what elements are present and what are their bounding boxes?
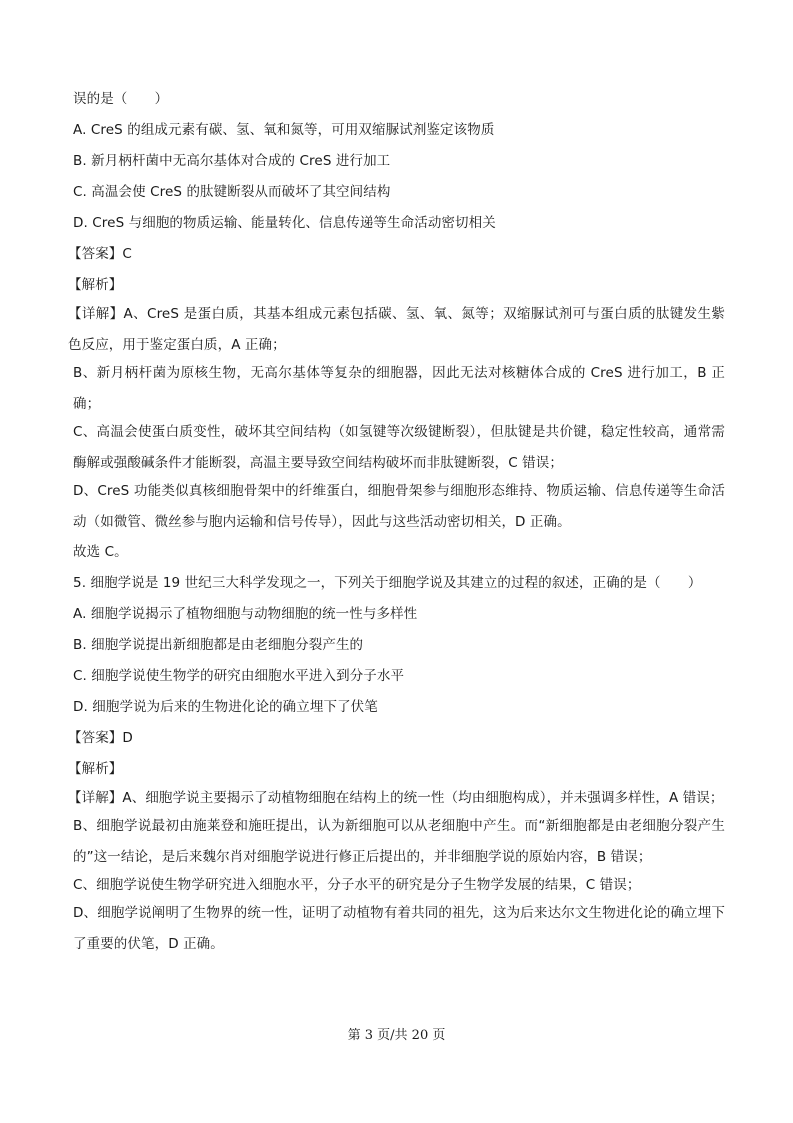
option-c: C. 高温会使 CreS 的肽键断裂从而破坏了其空间结构 [73, 184, 391, 200]
detail-paragraph: D、细胞学说阐明了生物界的统一性，证明了动植物有着共同的祖先，这为后来达尔文生物进化论的确立埋下了重要的伏笔，D 正确。 [73, 905, 725, 952]
option-b: B. 新月柄杆菌中无高尔基体对合成的 CreS 进行加工 [73, 153, 391, 169]
conclusion: 故选 C。 [73, 544, 128, 560]
detail-paragraph: 【详解】A、CreS 是蛋白质，其基本组成元素包括碳、氢、氧、氮等；双缩脲试剂可与蛋白质的肽键发生紫色反应，用于鉴定蛋白质，A 正确； [68, 306, 725, 353]
option-b: B. 细胞学说提出新细胞都是由老细胞分裂产生的 [73, 637, 364, 653]
detail-paragraph: C、细胞学说使生物学研究进入细胞水平，分子水平的研究是分子生物学发展的结果，C 错误； [73, 877, 641, 893]
option-c: C. 细胞学说使生物学的研究由细胞水平进入到分子水平 [73, 668, 405, 684]
page-content [68, 90, 725, 965]
detail-paragraph: B、细胞学说最初由施莱登和施旺提出，认为新细胞可以从老细胞中产生。而“新细胞都是由老细胞分裂产生的”这一结论，是后来魏尔肖对细胞学说进行修正后提出的，并非细胞学说的原始内容，B 错误； [73, 818, 725, 865]
detail-paragraph: C、高温会使蛋白质变性，破坏其空间结构（如氢键等次级键断裂），但肽键是共价键，稳定性较高，通常需酶解或强酸碱条件才能断裂，高温主要导致空间结构破坏而非肽键断裂，C 错误； [73, 424, 725, 471]
option-a: A. 细胞学说揭示了植物细胞与动物细胞的统一性与多样性 [73, 606, 418, 622]
detail-paragraph: B、新月柄杆菌为原核生物，无高尔基体等复杂的细胞器，因此无法对核糖体合成的 CreS 进行加工，B 正确； [73, 365, 725, 412]
option-a: A. CreS 的组成元素有碳、氢、氧和氮等，可用双缩脲试剂鉴定该物质 [73, 122, 495, 138]
answer-label: 【答案】D [68, 730, 133, 746]
detail-paragraph: D、CreS 功能类似真核细胞骨架中的纤维蛋白，细胞骨架参与细胞形态维持、物质运输、信息传递等生命活动（如微管、微丝参与胞内运输和信号传导），因此与这些活动密切相关，D 正确。 [73, 483, 725, 530]
analysis-label: 【解析】 [68, 277, 123, 293]
option-d: D. CreS 与细胞的物质运输、能量转化、信息传递等生命活动密切相关 [73, 215, 496, 231]
analysis-label: 【解析】 [68, 761, 123, 777]
option-d: D. 细胞学说为后来的生物进化论的确立埋下了伏笔 [73, 699, 378, 715]
page-number-footer: 第 3 页/共 20 页 [347, 1028, 446, 1043]
detail-paragraph: 【详解】A、细胞学说主要揭示了动植物细胞在结构上的统一性（均由细胞构成），并未强调多样性，A 错误； [68, 790, 724, 806]
question-stem: 5. 细胞学说是 19 世纪三大科学发现之一，下列关于细胞学说及其建立的过程的叙述，正确的是（ ） [73, 575, 702, 591]
answer-label: 【答案】C [68, 246, 132, 262]
question-stem-end: 误的是（ ） [73, 91, 169, 107]
